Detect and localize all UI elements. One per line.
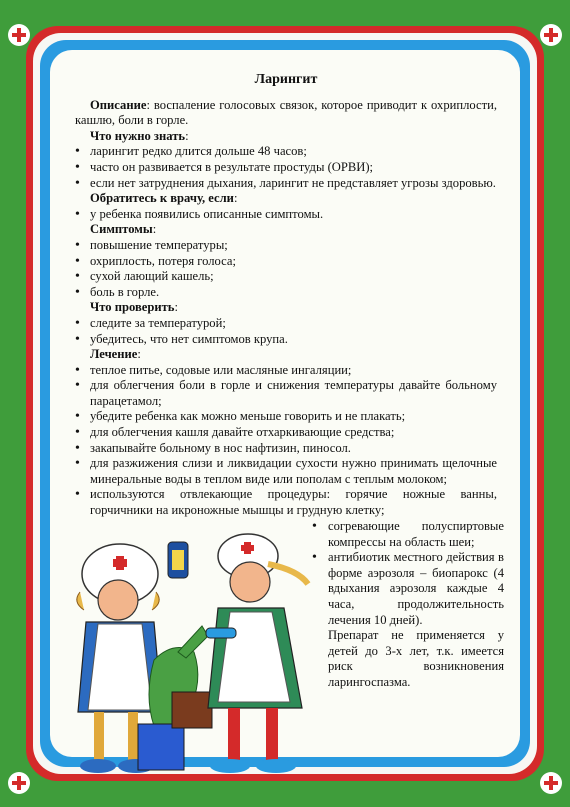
section-list xyxy=(75,144,497,191)
list-item: • у ребенка появились описанные симптомы. xyxy=(75,207,497,223)
section-heading-text: Обратитесь к врачу, если xyxy=(90,191,234,206)
list-item: • для облегчения боли в горле и снижения температуры давайте больному парацетамол; xyxy=(75,378,497,409)
red-cross-icon xyxy=(8,772,30,794)
list-item: • для облегчения кашля давайте отхаркивающие средства; xyxy=(75,425,497,441)
list-item: • следите за температурой; xyxy=(75,316,497,332)
section-list xyxy=(75,316,497,347)
nurse-children-illustration xyxy=(58,512,320,782)
list-item: • для разжижения слизи и ликвидации сухости нужно принимать щелочные минеральные воды в теплом виде или пополам с теплым молоком; xyxy=(75,456,497,487)
section-heading: Симптомы: xyxy=(90,222,157,237)
page-title: Ларингит xyxy=(254,72,318,87)
list-item: • охриплость, потеря голоса; xyxy=(75,254,497,270)
list-item: • если нет затруднения дыхания, ларингит не представляет угрозы здоровью. xyxy=(75,176,497,192)
list-item: • боль в горле. xyxy=(75,285,497,301)
section-heading-text: Что проверить xyxy=(90,300,175,315)
section-heading-text: Что нужно знать xyxy=(90,128,186,143)
list-item: • закапывайте больному в нос нафтизин, пиносол. xyxy=(75,441,497,457)
section-list xyxy=(75,238,497,300)
list-item: • антибиотик местного действия в форме аэрозоля – биопарокс (4 вдыхания аэрозоля каждые 4 часа, продолжительность лечения 10 дней). xyxy=(312,550,504,628)
right-nurse-figure xyxy=(206,534,308,773)
description-label: Описание xyxy=(90,97,147,112)
section-list xyxy=(75,363,497,519)
section-heading-text: Симптомы xyxy=(90,222,153,237)
red-cross-icon xyxy=(540,772,562,794)
section-heading: Лечение: xyxy=(90,347,141,362)
list-item: • теплое питье, содовые или масляные ингаляции; xyxy=(75,363,497,379)
red-cross-icon xyxy=(540,24,562,46)
list-item: • повышение температуры; xyxy=(75,238,497,254)
section-list xyxy=(75,207,497,223)
sections xyxy=(75,129,497,519)
description-text: : воспаление голосовых связок, которое приводит к охриплости, кашлю, боли в горле. xyxy=(75,97,497,128)
description-paragraph xyxy=(75,98,497,129)
list-item: • согревающие полуспиртовые компрессы на область шеи; xyxy=(312,519,504,550)
list-item: • убедитесь, что нет симптомов крупа. xyxy=(75,332,497,348)
list-item: • ларингит редко длится дольше 48 часов; xyxy=(75,144,497,160)
list-item: • сухой лающий кашель; xyxy=(75,269,497,285)
section-heading: Что нужно знать: xyxy=(90,128,189,143)
section-heading: Что проверить: xyxy=(90,300,178,315)
list-item: • часто он развивается в результате простуды (ОРВИ); xyxy=(75,160,497,176)
red-cross-icon xyxy=(8,24,30,46)
list-item: • используются отвлекающие процедуры: горячие ножные ванны, горчичники на икроножные мышцы и грудную клетку; xyxy=(75,487,497,518)
side-note: Препарат не применяется у детей до 3-х лет, т.к. имеется риск возникновения ларингоспазма. xyxy=(328,628,504,689)
section-heading-text: Лечение xyxy=(90,347,138,362)
list-item: • убедите ребенка как можно меньше говорить и не плакать; xyxy=(75,409,497,425)
side-list xyxy=(312,519,504,691)
section-heading: Обратитесь к врачу, если: xyxy=(90,191,238,206)
article xyxy=(75,72,497,519)
